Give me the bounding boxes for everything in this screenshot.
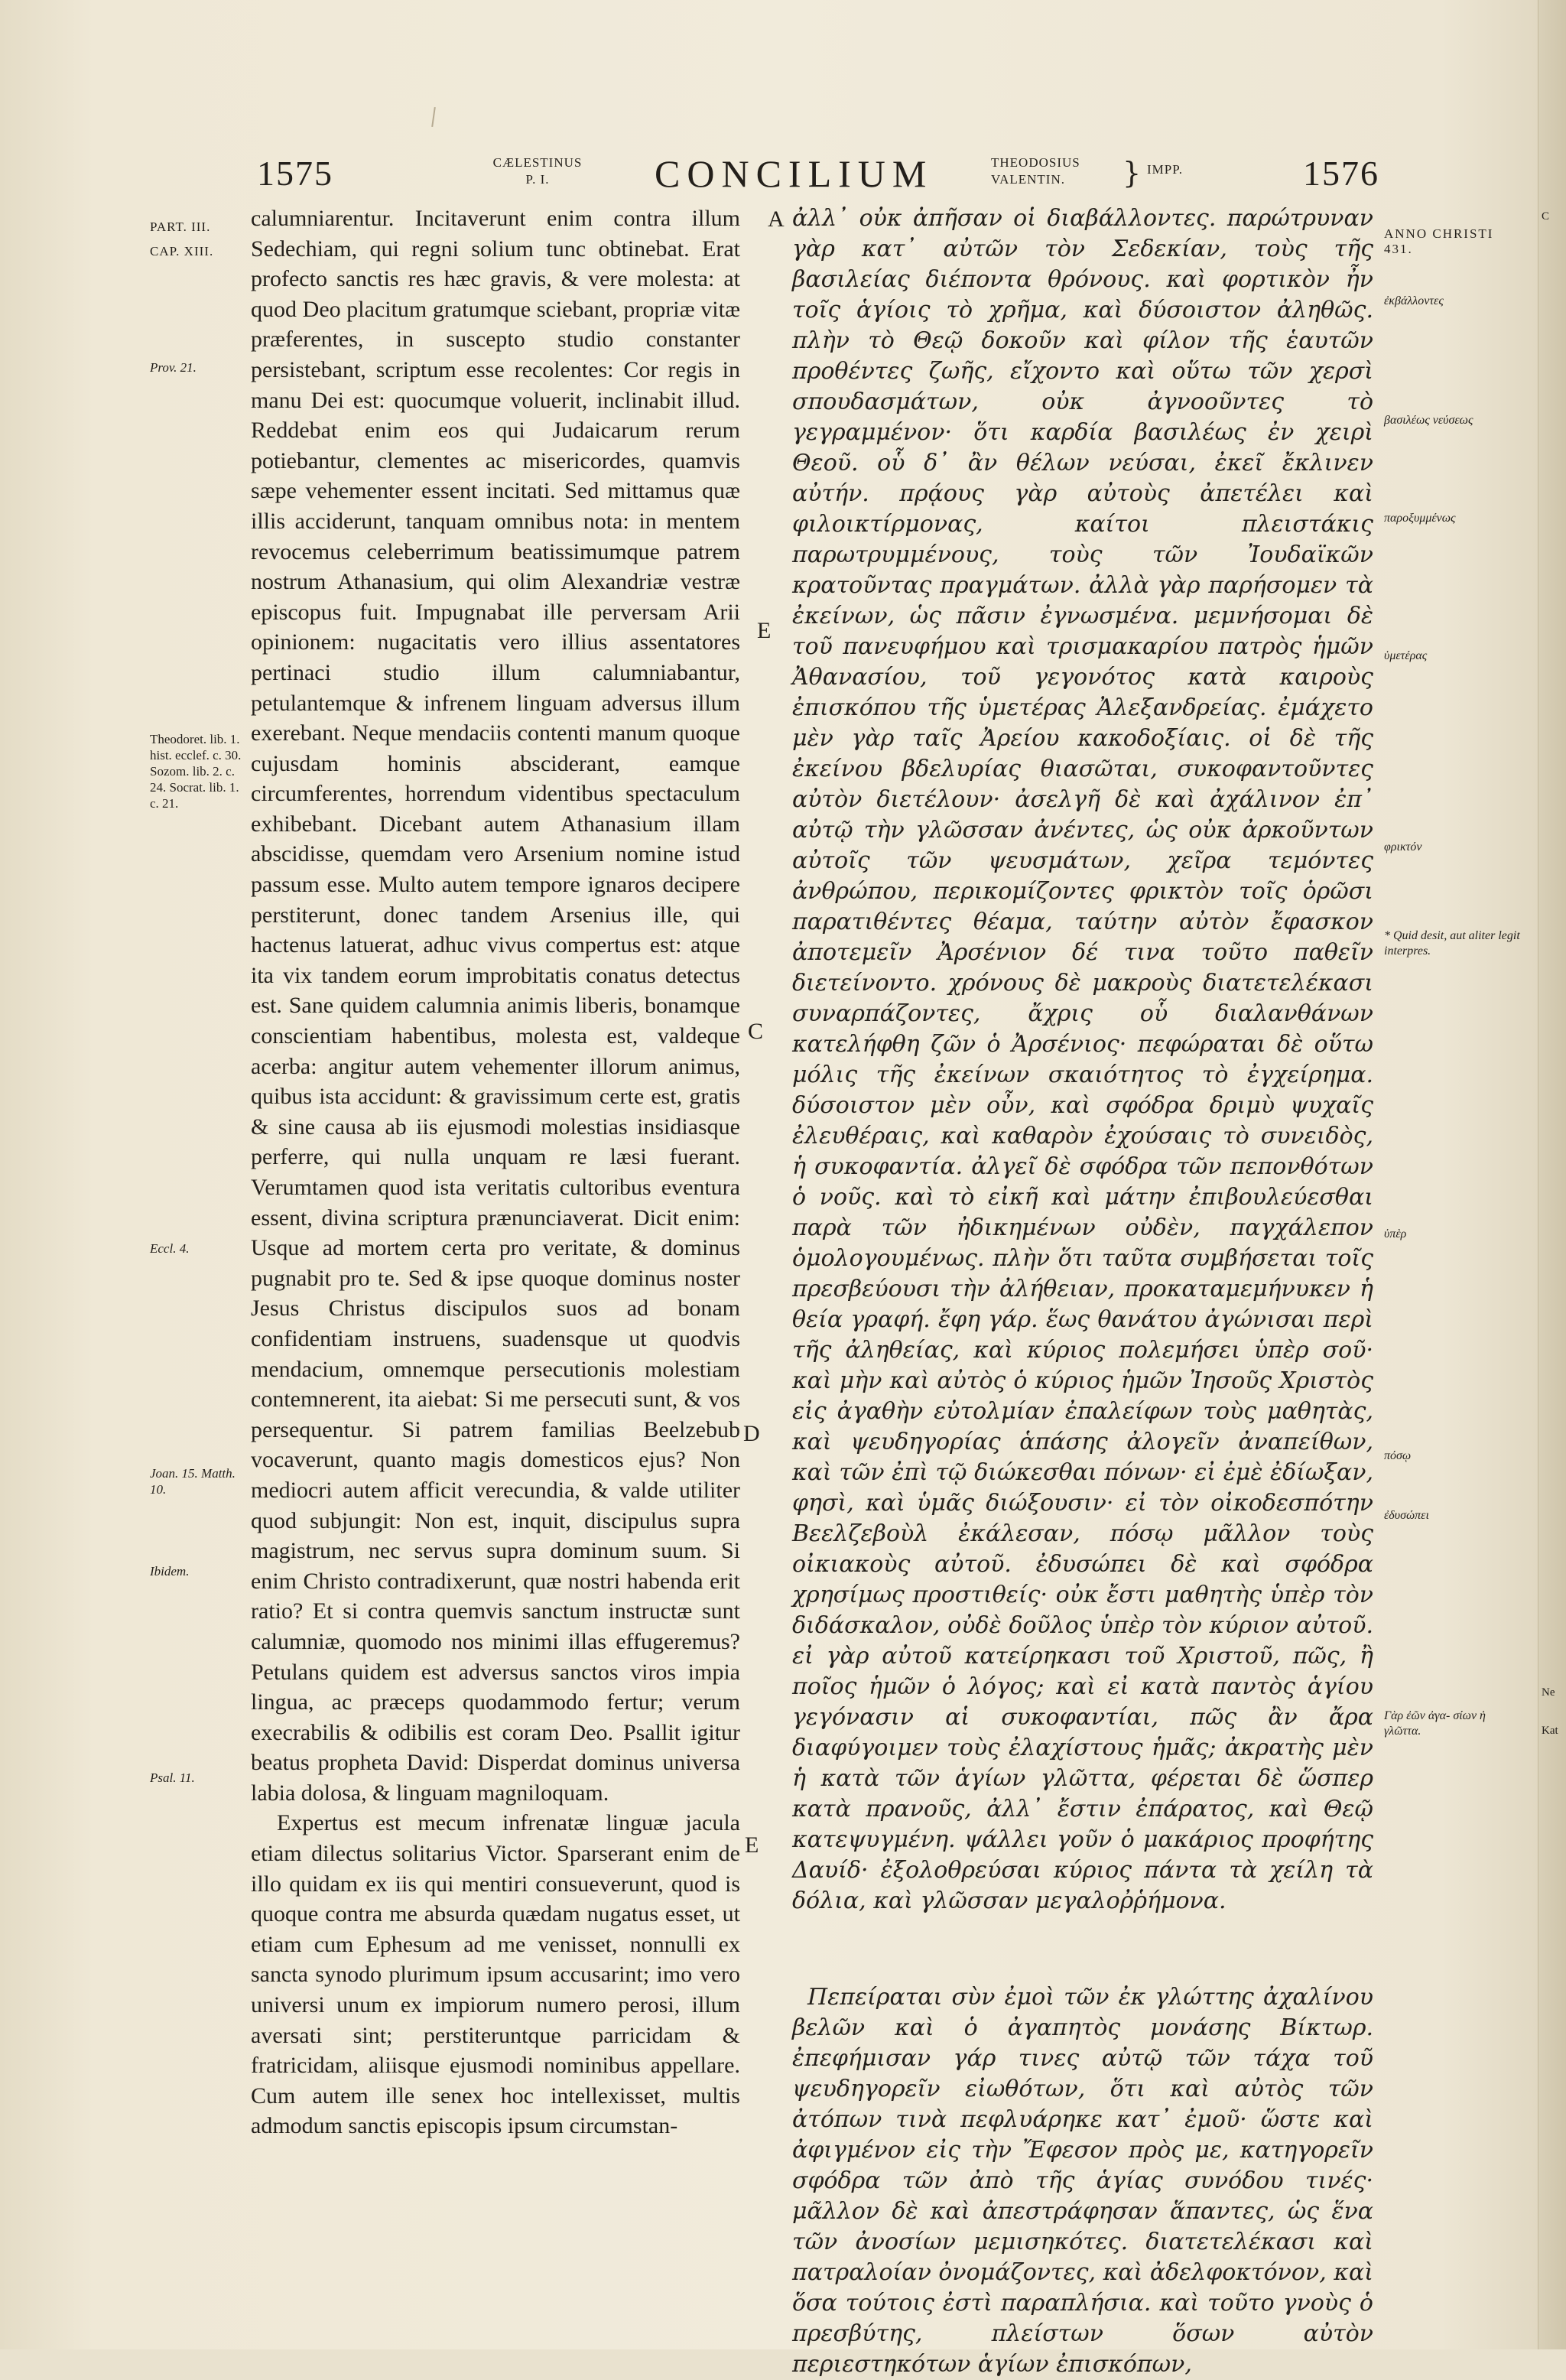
- adjacent-page-edge: [1538, 0, 1566, 2349]
- margin-note-variant-7: ὑπὲρ: [1384, 1227, 1407, 1240]
- page-number-left: 1575: [257, 154, 333, 193]
- header-pope: [480, 154, 595, 188]
- margin-note-part: PART. III.: [150, 219, 211, 234]
- header-pope-name: CÆLESTINUS: [492, 155, 583, 170]
- margin-note-variant-1: ἐκβάλλοντες: [1384, 294, 1444, 307]
- latin-paragraph-1: calumniarentur. Incitaverunt enim contra illum Sedechiam, qui regni solium tunc obtinebat. Erat profecto sanctis res hæc gravis, & vere molesta: at quod Deo placitum gratumque sciebant, propriæ vitæ præferentes, in suscepto studio constanter persistebant, scriptum esse recolentes: Cor regis in manu Dei est: quocumque voluerit, inclinabit illud. Reddebat enim eos qui Judaicarum rerum potiebantur, clementes ac misericordes, quamvis sæpe vehementer essent incitati. Sed mittamus quæ illis acciderunt, tanquam omnibus nota: in mentem revocemus celeberrimum beatissimumque patrem nostrum Athanasium, qui olim Alexandriæ vestræ episcopus fuit. Impugnabat ille perversam Arii opinionem: nugacitatis vero illius assentatores pertinaci studio illum calumniabantur, petulantemque & infrenem linguam adversus illum exerebant. Neque mendaciis contenti manum quoque cujusdam hominis absciderant, eamque circumferentes, horrendum videntibus spectaculum exhibebant. Dicebant autem Athanasium illam abscidisse, quemdam vero Arsenium nomine istud passum esse. Multo autem tempore ignaros decipere perstiterunt, donec tandem Arsenius ille, qui hactenus latuerat, adhuc vivus compertus est: atque ita vix tandem eorum improbitatis conatus detectus est. Sane quidem calumnia animis liberis, bonamque conscientiam habentibus, molesta est, valdeque acerba: angitur autem vehementer illorum animus, quibus ista accidunt: & gravissimum certe est, gratis & sine causa ab iis ejusmodi molestias insidiasque perferre, qui nulla unquam re læsi fuerant. Verumtamen quod ista veritatis cultoribus eventura essent, divina scriptura prænunciaverat. Dicit enim: Usque ad mortem certa pro veritate, & dominus pugnabit pro te. Sed & ipse quoque dominus noster Jesus Christus discipulos suos ad bonam confidentiam instruens, suadensque ut quodvis mendacium, omnemque persecutionis molestiam contemnerent, ita aiebat: Si me persecuti sunt, & vos persequentur. Si patrem familias Beelzebub vocaverunt, quanto magis domesticos ejus? Non mediocri autem afficit verecundia, & valde utiliter quod subjungit: Non est, inquit, discipulus supra magistrum, nec servus supra dominum suum. Si enim Christo contradixerunt, quæ nostri habenda erit ratio? Et si contra quemvis sanctum instructæ sunt calumniæ, quomodo nos minimi illas effugeremus? Petulans quidem est adversus sanctos viros impia lingua, ac præceps quodammodo fertur; verum execrabilis & odibilis est coram Deo. Psallit igitur beatus propheta David: Disperdat dominus universa labia dolosa, & linguam magniloquam.: [251, 206, 740, 1806]
- margin-note-variant-3: παροξυμμένως: [1384, 512, 1456, 525]
- section-marker-a: A: [768, 206, 785, 232]
- margin-note-variant-10: Γὰρ ἐῶν ἀγα‐ σίων ἡ γλῶττα.: [1384, 1709, 1486, 1738]
- margin-note-psalm: Psal. 11.: [150, 1770, 195, 1785]
- margin-note-variant-4: ὑμετέρας: [1384, 649, 1428, 662]
- margin-note-variant-8: πόσῳ: [1384, 1449, 1412, 1462]
- header-emperors: [991, 154, 1144, 188]
- greek-paragraph-1: ἀλλ᾽ οὐκ ἀπῆσαν οἱ διαβάλλοντες. παρώτρυναν γὰρ κατ᾽ αὐτῶν τὸν Σεδεκίαν, τοὺς τῆς βασιλείας διέποντα θρόνους. καὶ φορτικὸν ἦν τοῖς ἁγίοις τὸ χρῆμα, καὶ δύσοιστον ἀληθῶς. πλὴν τὸ Θεῷ δοκοῦν καὶ φίλον τῆς ἑαυτῶν προθέντες ζωῆς, εἴχοντο καὶ οὕτω τῶν χερσὶ σπουδασμάτων, οὐκ ἀγνοοῦντες τὸ γεγραμμένον· ὅτι καρδία βασιλέως ἐν χειρὶ Θεοῦ. οὗ δ᾽ ἂν θέλων νεύσαι, ἐκεῖ ἔκλινεν αὐτήν. πρᾴους γὰρ αὐτοὺς ἀπετέλει καὶ φιλοικτίρμονας, καίτοι πλειστάκις παρωτρυμμένους, τοὺς τῶν Ἰουδαϊκῶν κρατοῦντας πραγμάτων. ἀλλὰ γὰρ παρήσομεν τὰ ἐκείνων, ὡς πᾶσιν ἐγνωσμένα. μεμνήσομαι δὲ τοῦ πανευφήμου καὶ τρισμακαρίου πατρὸς ἡμῶν Ἀθανασίου, τοῦ γεγονότος κατὰ καιροὺς ἐπισκόπου τῆς ὑμετέρας Ἀλεξανδρείας. ἐμάχετο μὲν γὰρ ταῖς Ἀρείου κακοδοξίαις. οἱ δὲ τῆς ἐκείνου βδελυρίας θιασῶται, συκοφαντοῦντες αὐτὸν διετέλουν· ἀσελγῆ δὲ καὶ ἀχάλινον ἐπ᾽ αὐτῷ τὴν γλῶσσαν ἀνέντες, ὡς οὐκ ἀρκοῦντων αὐτοῖς τῶν ψευσμάτων, χεῖρα τεμόντες ἀνθρώπου, περικομίζοντες φρικτὸν τοῖς ὁρῶσι παρατιθέντες θέαμα, ταύτην αὐτὸν ἔφασκον ἀποτεμεῖν Ἀρσένιον δέ τινα τοῦτο παθεῖν διετείνοντο. χρόνους δὲ μακροὺς διατετελέκασι συναρπάζοντες, ἄχρις οὗ διαλανθάνων κατελήφθη ζῶν ὁ Ἀρσένιος· πεφώραται δὲ οὕτω μόλις τῆς ἐκείνων σκαιότητος τὸ ἐγχείρημα. δύσοιστον μὲν οὖν, καὶ σφόδρα δριμὺ ψυχαῖς ἐλευθέραις, καὶ καθαρὸν ἐχούσαις τὸ συνειδὸς, ἡ συκοφαντία. ἀλγεῖ δὲ σφόδρα τῶν πεπονθότων ὁ νοῦς. καὶ τὸ εἰκῆ καὶ μάτην ἐπιβουλεύεσθαι παρὰ τῶν ἠδικημένων οὐδὲν, παγχάλεπον ὁμολογουμένως. πλὴν ὅτι ταῦτα συμβήσεται τοῖς πρεσβεύουσι τὴν ἀλήθειαν, προκαταμεμήνυκεν ἡ θεία γραφή. ἔφη γάρ. ἕως θανάτου ἀγώνισαι περὶ τῆς ἀληθείας, καὶ κύριος πολεμήσει ὑπὲρ σοῦ· καὶ μὴν καὶ αὐτὸς ὁ κύριος ἡμῶν Ἰησοῦς Χριστὸς εἰς ἀγαθὴν εὐτολμίαν ἐπαλείφων τοὺς μαθητὰς, καὶ ψευδηγορίας ἁπάσης ἀλογεῖν ἀναπείθων, καὶ τῶν ἐπὶ τῷ διώκεσθαι πόνων· εἰ ἐμὲ ἐδίωξαν, φησὶ, καὶ ὑμᾶς διώξουσιν· εἰ τὸν οἰκοδεσπότην Βεελζεβοὺλ ἐκάλεσαν, πόσῳ μᾶλλον τοὺς οἰκιακοὺς αὐτοῦ. ἐδυσώπει δὲ καὶ σφόδρα χρησίμως προστιθείς· οὐκ ἔστι μαθητὴς ὑπὲρ τὸν διδάσκαλον, οὐδὲ δοῦλος ὑπὲρ τὸν κύριον αὐτοῦ. εἰ γὰρ αὐτοῦ κατείρηκασι τοῦ Χριστοῦ, πῶς, ἢ ποῖος ἡμῶν ὁ λόγος; καὶ εἰ κατὰ παντὸς ἁγίου γεγόνασιν αἱ συκοφαντίαι, πῶς ἂν ἄρα διαφύγοιμεν τοὺς ἐλαχίστους ἡμᾶς; ἀκρατὴς μὲν ἡ κατὰ τῶν ἁγίων γλῶττα, φέρεται δὲ ὥσπερ κατὰ πρανοῦς, ἀλλ᾽ ἔστιν ἐπάρατος, καὶ Θεῷ κατεψυγμένη. ψάλλει γοῦν ὁ μακάριος προφήτης Δαυίδ· ἐξολοθρεύσαι κύριος πάντα τὰ χείλη τὰ δόλια, καὶ γλῶσσαν μεγαλοῤῥήμονα.: [792, 205, 1373, 1914]
- margin-note-anno-christi: ANNO CHRISTI 431.: [1384, 226, 1494, 256]
- section-marker-e-lower: E: [745, 1832, 759, 1858]
- header-emperor-1: THEODOSIUS: [991, 155, 1080, 170]
- margin-note-chapter: CAP. XIII.: [150, 244, 214, 258]
- margin-note-quid-desit: * Quid desit, aut aliter legit interpres.: [1384, 929, 1520, 958]
- section-marker-c: C: [748, 1019, 764, 1044]
- greek-paragraph-2: Πεπείραται σὺν ἐμοὶ τῶν ἐκ γλώττης ἀχαλίνου βελῶν καὶ ὁ ἀγαπητὸς μονάσης Βίκτωρ. ἐπεφήμισαν γάρ τινες αὐτῷ τῶν τάχα τοῦ ψευδηγορεῖν εἰωθότων, ὅτι καὶ αὐτὸς τῶν ἀτόπων τινὰ πεφλυάρηκε κατ᾽ ἐμοῦ· ὥστε καὶ ἀφιγμένον εἰς τὴν Ἔφεσον πρὸς με, κατηγορεῖν σφόδρα τῶν ἀπὸ τῆς ἁγίας συνόδου τινές· μᾶλλον δὲ καὶ ἀπεστράφησαν ἅπαντες, ὡς ἕνα τῶν ἀνοσίων μεμισηκότες. διατετελέκασι καὶ πατραλοίαν ὀνομάζοντες, καὶ ἀδελφοκτόνον, καὶ ὅσα τούτοις ἐστὶ παραπλήσια. καὶ τοῦτο γνοὺς ὁ πρεσβύτης, πλείστων ὅσων αὐτὸν περιεστηκότων ἁγίων ἐπισκόπων,: [792, 1984, 1373, 2378]
- latin-column: [251, 203, 740, 2141]
- margin-note-variant-2: βασιλέως νεύσεως: [1384, 414, 1473, 427]
- margin-note-theodoret: Theodoret. lib. 1. hist. ecclef. c. 30. Sozom. lib. 2. c. 24. Socrat. lib. 1. c. 21.: [150, 732, 242, 811]
- margin-note-john-matthew: Joan. 15. Matth. 10.: [150, 1466, 236, 1497]
- edge-fragment-3: Kat: [1542, 1725, 1558, 1737]
- page-number-right: 1576: [1303, 154, 1379, 193]
- latin-paragraph-2: Expertus est mecum infrenatæ linguæ jacula etiam dilectus solitarius Victor. Sparserant enim de illo quidam ex iis qui mentiri consueverunt, quod is quoque contra me absurda quædam nugatus esset, ut etiam cum Ephesum ad me venisset, nonnulli ex sancta synodo plurimum ipsum accusarint; imo vero universi unum ex impiorum numero perosi, illum aversati sint; perstiteruntque parricidam & fratricidam, aliisque ejusmodi nominibus appellare. Cum autem ille senex hoc intellexisset, multis admodum sanctis episcopis ipsum circumstan-: [251, 1810, 740, 2139]
- header-title: CONCILIUM: [655, 152, 934, 195]
- margin-note-ecclesiasticus: Eccl. 4.: [150, 1241, 190, 1256]
- edge-fragment-1: C: [1542, 210, 1550, 223]
- paper-mark: [431, 107, 436, 127]
- margin-note-proverbs: Prov. 21.: [150, 360, 197, 375]
- margin-note-ibidem: Ibidem.: [150, 1564, 190, 1579]
- margin-note-variant-5: φρικτόν: [1384, 840, 1422, 853]
- header-brace: }: [1123, 156, 1142, 190]
- greek-column: [792, 203, 1373, 2380]
- margin-note-variant-9: ἐδυσώπει: [1384, 1509, 1429, 1522]
- header-pope-number: P. I.: [525, 172, 550, 187]
- header-emperor-2: VALENTIN.: [991, 172, 1065, 187]
- section-marker-d: D: [743, 1421, 760, 1446]
- section-marker-e: E: [757, 618, 772, 643]
- edge-fragment-2: Ne: [1542, 1686, 1555, 1699]
- header-imperatores: IMPP.: [1147, 162, 1184, 177]
